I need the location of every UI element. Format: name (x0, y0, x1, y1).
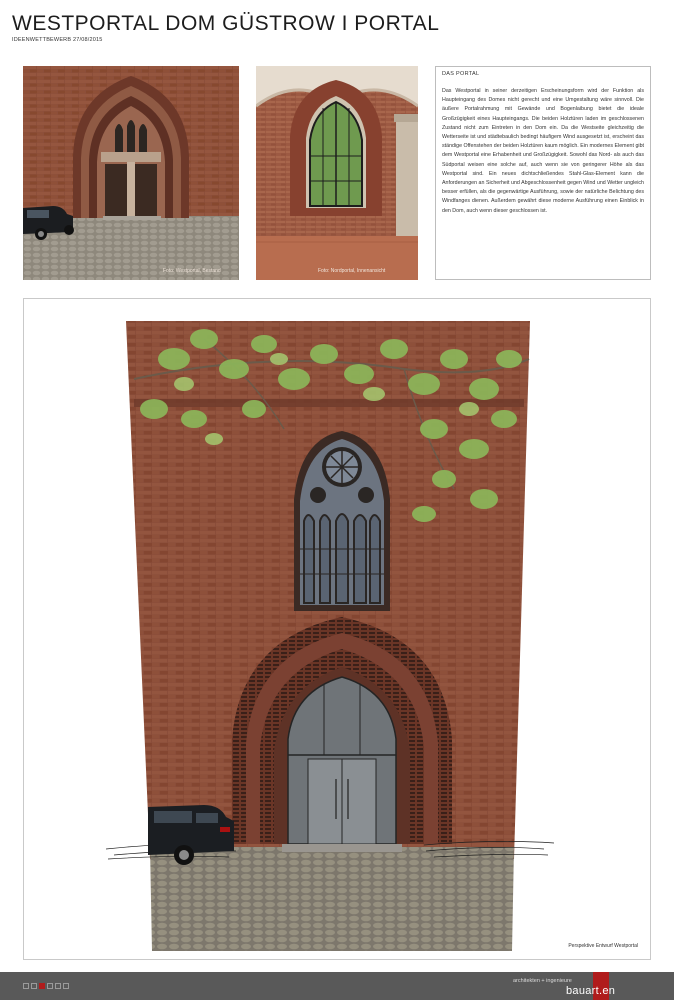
page-indicator-square (31, 983, 37, 989)
portal-description-text: Das Westportal in seiner derzeitigen Erscheinungsform wird der Funktion als Haupteingang des Domes nicht gerecht und eine Umgestaltung wäre sinnvoll. Die äußere Portalrahmung mit Gewände und Bogenlaibung bietet die ideale Großzügigkeit eines Haupteingangs. Die beiden Holztüren laden im geschlossenen Zustand nicht zum Eintreten in den Dom ein. Da die Westseite gleichzeitig die Wetterseite ist und städtebaulich bedingt häufigem Wind ausgesetzt ist, erscheint das ständige Offenstehen der beiden Holztüren kaum möglich. Ein modernes Element gibt dem Westportal eine Erhabenheit und Großzügigkeit. Sowohl das Nord- als auch das Südportal weisen eine solche auf, auch wenn sie von geringerer Höhe als das Westportal sind. Ein neues dichtschließendes Stahl-Glas-Element kann die Anforderungen an Sicherheit und Abgeschlossenheit gegen Wind und Wetter ungleich besser erfüllen, als die gegenwärtige Ausführung, sowie der natürliche Belichtung des Windfanges dienen. Außerdem gewährt diese moderne Ausführung einen Einblick in den Dom, auch wenn dieser geschlossen ist. (442, 88, 644, 214)
portal-description-panel (435, 66, 651, 280)
perspective-illustration (24, 299, 650, 959)
exterior-photo (23, 66, 239, 280)
page-indicator-square (47, 983, 53, 989)
page-indicator-square (39, 983, 45, 989)
page-indicator-square (55, 983, 61, 989)
footer-bar (0, 972, 674, 1000)
portal-description-heading: DAS PORTAL (442, 71, 480, 77)
page-subtitle: IDEENWETTBEWERB 27/08/2015 (12, 37, 103, 43)
perspective-frame (23, 298, 651, 960)
page-indicator-square (23, 983, 29, 989)
exterior-photo-caption: Foto: Westportal, Bestand (163, 268, 221, 274)
perspective-caption: Perspektive Entwurf Westportal (568, 943, 638, 949)
firm-logo: bauart.en (566, 985, 616, 997)
interior-photo (256, 66, 418, 280)
page-indicator-square (63, 983, 69, 989)
page-title: WESTPORTAL DOM GÜSTROW I PORTAL (12, 12, 440, 35)
firm-label: architekten + ingenieure (513, 978, 572, 984)
interior-photo-illustration (256, 66, 418, 280)
exterior-photo-illustration (23, 66, 239, 280)
interior-photo-caption: Foto: Nordportal, Innenansicht (318, 268, 386, 274)
page-indicator (23, 983, 69, 989)
